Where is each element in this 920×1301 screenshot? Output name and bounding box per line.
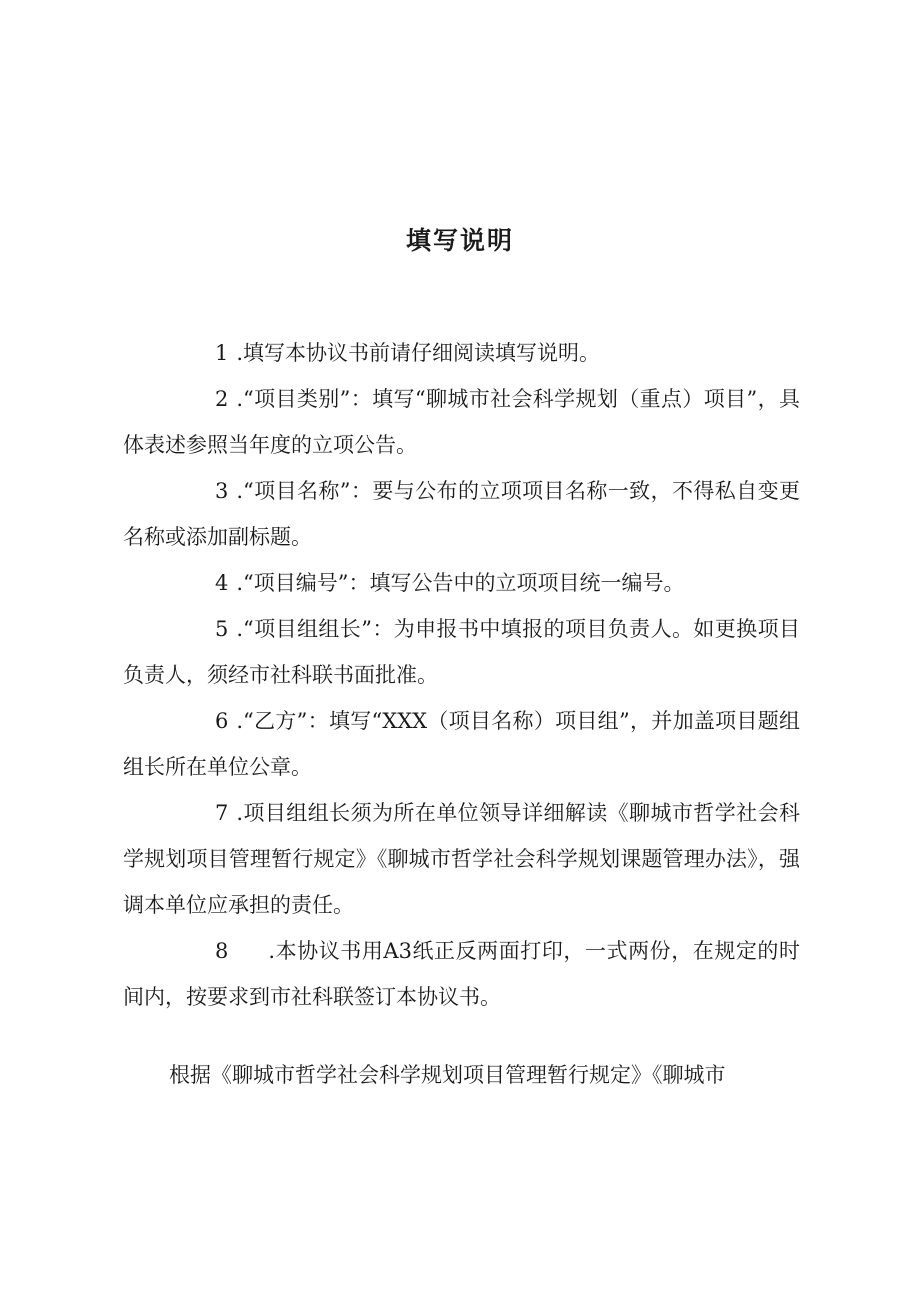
instruction-item-8	[123, 928, 800, 1020]
closing-paragraph: 根据《聊城市哲学社会科学规划项目管理暂行规定》《聊城市	[169, 1063, 726, 1087]
item-number: 4	[215, 571, 229, 595]
instruction-item-5	[123, 606, 800, 698]
instruction-item-6	[123, 698, 800, 790]
item-number: 2	[215, 387, 229, 411]
item-number: 1	[215, 341, 229, 365]
item-text: .“项目类别”：填写“聊城市社会科学规划（重点）项目”，具体表述参照当年度的立项公告。	[123, 387, 800, 457]
item-number: 8	[215, 939, 229, 963]
item-text: .“项目名称”：要与公布的立项项目名称一致，不得私自变更名称或添加副标题。	[123, 479, 800, 549]
instruction-item-1	[123, 330, 800, 376]
instructions-body	[123, 330, 800, 1098]
instruction-item-3	[123, 468, 800, 560]
item-number: 3	[215, 479, 229, 503]
item-text: .填写本协议书前请仔细阅读填写说明。	[236, 341, 601, 365]
item-number: 7	[215, 801, 229, 825]
instruction-item-7	[123, 790, 800, 928]
item-text: .本协议书用A3纸正反两面打印，一式两份，在规定的时间内，按要求到市社科联签订本协议书。	[123, 939, 800, 1009]
instruction-item-4	[123, 560, 800, 606]
item-number: 6	[215, 709, 229, 733]
item-text: .“乙方”：填写“XXX（项目名称）项目组”，并加盖项目题组组长所在单位公章。	[123, 709, 800, 779]
item-text: .项目组组长须为所在单位领导详细解读《聊城市哲学社会科学规划项目管理暂行规定》《聊城市哲学社会科学规划课题管理办法》，强调本单位应承担的责任。	[123, 801, 800, 917]
instruction-item-2	[123, 376, 800, 468]
item-number: 5	[215, 617, 229, 641]
item-text: .“项目组组长”：为申报书中填报的项目负责人。如更换项目负责人，须经市社科联书面批准。	[123, 617, 800, 687]
page-title: 填写说明	[405, 226, 514, 255]
item-text: .“项目编号”：填写公告中的立项项目统一编号。	[236, 571, 685, 595]
